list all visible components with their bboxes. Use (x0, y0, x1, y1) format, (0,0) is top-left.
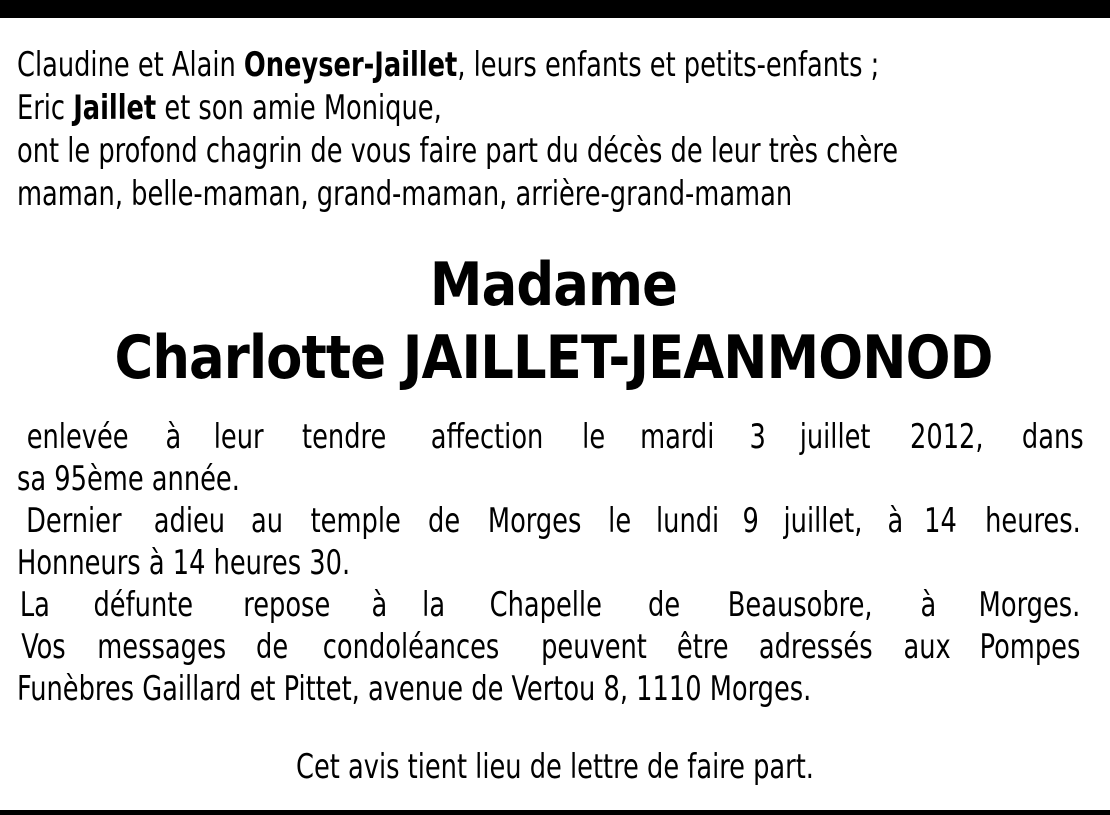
word: 9 (742, 501, 759, 541)
word: Morges. (978, 585, 1081, 625)
word: tendre (301, 417, 387, 457)
word: adressés (759, 627, 874, 667)
word: défunte (93, 585, 194, 625)
family-line-1 (17, 44, 918, 87)
word: Vos (21, 627, 66, 667)
word: de (428, 501, 461, 541)
announcement-line: ont le profond chagrin de vous faire part du décès de leur très chère (17, 131, 899, 171)
word: 14 (924, 501, 957, 541)
word: être (677, 627, 729, 667)
family-line-2-post: et son amie Monique, (156, 88, 442, 128)
word: à (887, 501, 904, 541)
details-line-6 (17, 626, 1090, 668)
word: la (422, 585, 446, 625)
word: Beausobre, (728, 585, 874, 625)
family-name-jaillet: Jaillet (73, 88, 157, 128)
word: affection (430, 417, 544, 457)
obituary-notice (17, 44, 1090, 710)
word: peuvent (541, 627, 648, 667)
family-line-2-pre: Eric (17, 88, 74, 128)
details-line-5 (17, 584, 1090, 626)
word: Pompes (979, 627, 1081, 667)
word: aux (903, 627, 951, 667)
family-line-2 (17, 87, 918, 130)
details-line-1 (17, 416, 1090, 458)
word: Morges (488, 501, 582, 541)
word: heures. (985, 501, 1081, 541)
word: juillet, (783, 501, 863, 541)
word: lundi (655, 501, 719, 541)
family-name-oneyser: Oneyser-Jaillet (243, 45, 458, 85)
closing-note: Cet avis tient lieu de lettre de faire part. (296, 747, 814, 787)
word: à (371, 585, 388, 625)
word: Chapelle (489, 585, 603, 625)
word: condoléances (323, 627, 500, 667)
deceased-full-name: Charlotte JAILLET-JEANMONOD (114, 323, 993, 393)
word: le (608, 501, 632, 541)
word: temple (310, 501, 401, 541)
word: dans (1022, 417, 1085, 457)
word: 3 (749, 417, 766, 457)
top-border (0, 0, 1110, 18)
word: mardi (640, 417, 715, 457)
details-line-7: Funèbres Gaillard et Pittet, avenue de Vertou 8, 1110 Morges. (17, 669, 812, 709)
family-line-1-pre: Claudine et Alain (17, 45, 244, 85)
word: adieu (153, 501, 225, 541)
word: leur (213, 417, 264, 457)
word: messages (97, 627, 226, 667)
relationship-line: maman, belle-maman, grand-maman, arrière-grand-maman (17, 174, 793, 214)
details-line-4: Honneurs à 14 heures 30. (17, 543, 351, 583)
word: Dernier (26, 501, 122, 541)
word: à (165, 417, 182, 457)
deceased-name-block (17, 252, 1090, 398)
family-announcement (17, 44, 1090, 216)
details-line-2: sa 95ème année. (17, 459, 240, 499)
word: 2012, (909, 417, 984, 457)
bottom-border (0, 810, 1110, 815)
word: au (250, 501, 283, 541)
word: enlevée (26, 417, 129, 457)
details-line-3 (17, 500, 1090, 542)
funeral-details (17, 416, 1090, 710)
word: de (647, 585, 680, 625)
word: repose (243, 585, 330, 625)
word: juillet (799, 417, 871, 457)
family-line-1-post: , leurs enfants et petits-enfants ; (457, 45, 880, 85)
deceased-title: Madame (429, 250, 678, 320)
word: le (582, 417, 606, 457)
word: La (19, 585, 50, 625)
word: de (256, 627, 289, 667)
word: à (920, 585, 936, 625)
